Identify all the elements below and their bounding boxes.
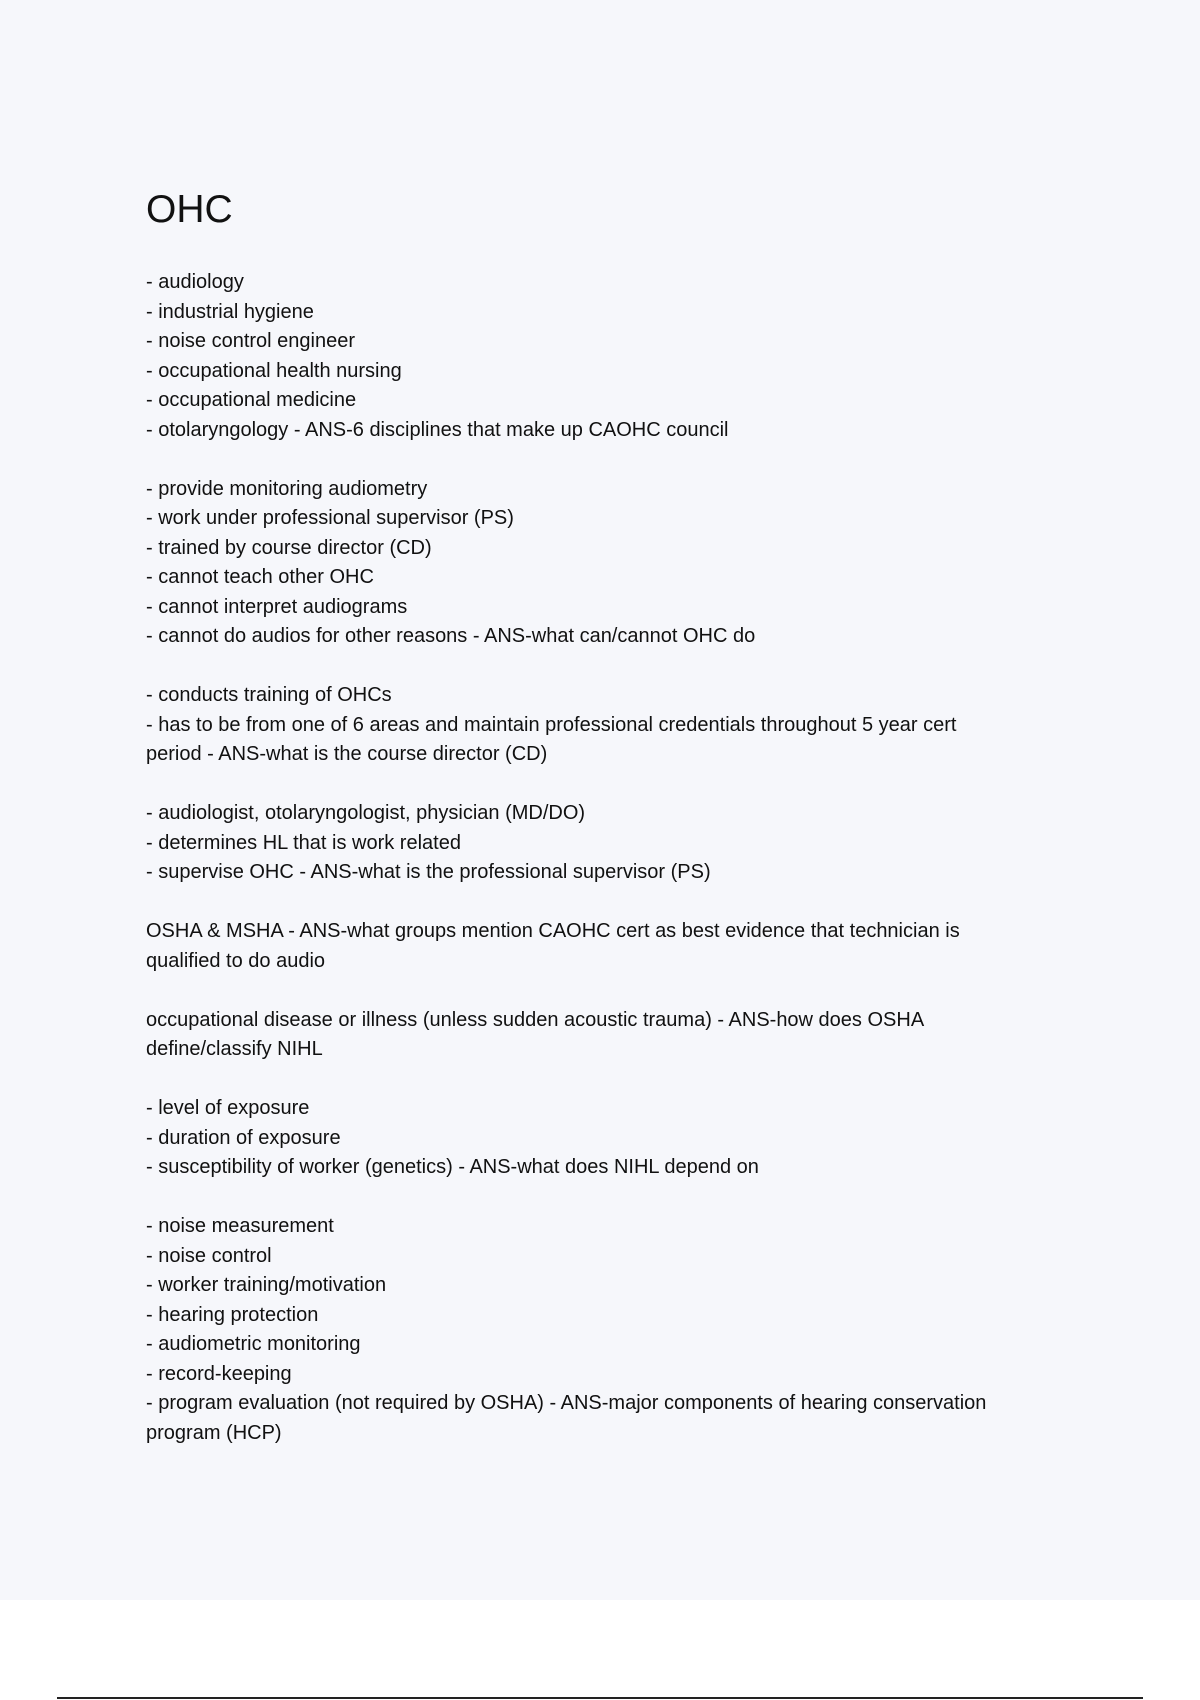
text-line: - level of exposure (146, 1097, 310, 1119)
text-line: - provide monitoring audiometry (146, 477, 428, 500)
text-line: - record-keeping (146, 1362, 292, 1385)
text-line: program (HCP) (146, 1421, 282, 1444)
text-line: - noise control (146, 1244, 272, 1267)
document-title: OHC (146, 188, 233, 231)
text-line: - has to be from one of 6 areas and maintain professional credentials throughout 5 year cert (146, 713, 957, 736)
qa-block-nihl-factors (146, 1094, 1096, 1183)
text-line: - audiologist, otolaryngologist, physician (MD/DO) (146, 802, 586, 824)
text-line: - susceptibility of worker (genetics) - ANS-what does NIHL depend on (146, 1156, 759, 1178)
text-line: - occupational health nursing (146, 359, 402, 382)
text-line: - worker training/motivation (146, 1274, 387, 1296)
text-line: - audiometric monitoring (146, 1333, 361, 1355)
qa-block-caohc-disciplines (146, 268, 1096, 445)
text-line: occupational disease or illness (unless sudden acoustic trauma) - ANS-how does OSHA (146, 1008, 925, 1031)
text-line: - cannot do audios for other reasons - ANS-what can/cannot OHC do (146, 625, 756, 647)
qa-block-hcp-components (146, 1212, 1096, 1448)
text-line: OSHA & MSHA - ANS-what groups mention CAOHC cert as best evidence that technician is (146, 920, 960, 942)
text-line: - noise control engineer (146, 330, 356, 352)
text-line: - trained by course director (CD) (146, 536, 432, 559)
text-line: - industrial hygiene (146, 300, 314, 323)
text-line: period - ANS-what is the course director (CD) (146, 743, 548, 765)
text-line: - otolaryngology - ANS-6 disciplines that make up CAOHC council (146, 418, 729, 441)
qa-block-caohc-cert-groups (146, 917, 1096, 976)
qa-block-course-director (146, 681, 1096, 770)
text-line: - occupational medicine (146, 389, 357, 411)
text-line: - determines HL that is work related (146, 831, 461, 854)
text-line: - conducts training of OHCs (146, 684, 392, 706)
text-line: - cannot interpret audiograms (146, 595, 408, 618)
footer-divider (57, 1697, 1143, 1699)
text-line: - hearing protection (146, 1303, 319, 1326)
document-content (146, 186, 1096, 1478)
text-line: - cannot teach other OHC (146, 566, 374, 588)
text-line: - audiology (146, 271, 244, 293)
qa-block-ohc-duties (146, 475, 1096, 652)
text-line: - program evaluation (not required by OSHA) - ANS-major components of hearing conservation (146, 1392, 987, 1414)
text-line: - supervise OHC - ANS-what is the professional supervisor (PS) (146, 861, 711, 883)
text-line: define/classify NIHL (146, 1038, 323, 1060)
text-line: qualified to do audio (146, 949, 326, 972)
text-line: - duration of exposure (146, 1126, 341, 1149)
text-line: - noise measurement (146, 1215, 334, 1237)
qa-block-osha-nihl-classification (146, 1006, 1096, 1065)
qa-block-professional-supervisor (146, 799, 1096, 888)
text-line: - work under professional supervisor (PS) (146, 507, 514, 529)
